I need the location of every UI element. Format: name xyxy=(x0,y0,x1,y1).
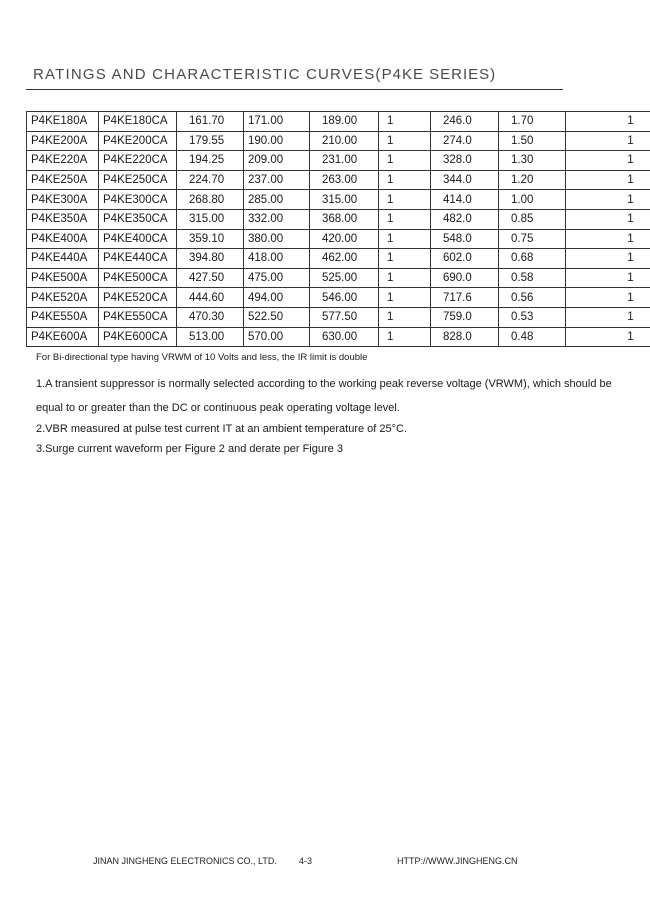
footer-page-number: 4-3 xyxy=(299,856,313,866)
cell-vrwm: 394.80 xyxy=(177,249,244,269)
cell-vbr-min: 570.00 xyxy=(244,327,310,347)
cell-vrwm: 179.55 xyxy=(177,131,244,151)
cell-vrwm: 268.80 xyxy=(177,190,244,210)
cell-part-bi: P4KE440CA xyxy=(99,249,177,269)
cell-ir: 1 xyxy=(566,327,650,347)
cell-part-uni: P4KE350A xyxy=(27,209,99,229)
cell-test-current: 1 xyxy=(379,131,431,151)
table-row xyxy=(27,131,650,151)
cell-ir: 1 xyxy=(566,190,650,210)
table-row xyxy=(27,288,650,308)
cell-vc: 482.0 xyxy=(431,209,499,229)
table-row xyxy=(27,327,650,347)
cell-vbr-min: 190.00 xyxy=(244,131,310,151)
cell-vbr-max: 630.00 xyxy=(310,327,379,347)
cell-test-current: 1 xyxy=(379,112,431,132)
cell-vbr-max: 525.00 xyxy=(310,268,379,288)
cell-part-uni: P4KE180A xyxy=(27,112,99,132)
cell-test-current: 1 xyxy=(379,209,431,229)
table-row xyxy=(27,249,650,269)
cell-part-bi: P4KE220CA xyxy=(99,151,177,171)
cell-vc: 828.0 xyxy=(431,327,499,347)
cell-vbr-min: 418.00 xyxy=(244,249,310,269)
page-title-series: P4KE SERIES xyxy=(381,66,491,83)
cell-part-bi: P4KE400CA xyxy=(99,229,177,249)
cell-vbr-max: 546.00 xyxy=(310,288,379,308)
table-row xyxy=(27,307,650,327)
cell-part-uni: P4KE300A xyxy=(27,190,99,210)
cell-vbr-max: 368.00 xyxy=(310,209,379,229)
cell-vrwm: 315.00 xyxy=(177,209,244,229)
cell-ipp: 0.48 xyxy=(499,327,566,347)
cell-vbr-min: 380.00 xyxy=(244,229,310,249)
cell-vbr-max: 231.00 xyxy=(310,151,379,171)
cell-vc: 414.0 xyxy=(431,190,499,210)
cell-part-uni: P4KE400A xyxy=(27,229,99,249)
cell-test-current: 1 xyxy=(379,327,431,347)
note-2: 2.VBR measured at pulse test current IT at an ambient temperature of 25°C. xyxy=(36,423,408,435)
cell-part-bi: P4KE200CA xyxy=(99,131,177,151)
cell-test-current: 1 xyxy=(379,151,431,171)
cell-part-bi: P4KE600CA xyxy=(99,327,177,347)
cell-part-uni: P4KE220A xyxy=(27,151,99,171)
cell-vc: 328.0 xyxy=(431,151,499,171)
cell-vc: 344.0 xyxy=(431,170,499,190)
cell-ir: 1 xyxy=(566,209,650,229)
note-1-line-1: 1.A transient suppressor is normally selected according to the working peak reverse voltage (VRWM), which should be xyxy=(36,378,612,390)
table-row xyxy=(27,170,650,190)
ratings-table-body xyxy=(27,112,650,347)
cell-ir: 1 xyxy=(566,112,650,132)
cell-ipp: 1.20 xyxy=(499,170,566,190)
cell-vbr-max: 315.00 xyxy=(310,190,379,210)
cell-vbr-max: 577.50 xyxy=(310,307,379,327)
table-row xyxy=(27,209,650,229)
cell-vc: 690.0 xyxy=(431,268,499,288)
table-row xyxy=(27,229,650,249)
cell-test-current: 1 xyxy=(379,268,431,288)
cell-part-uni: P4KE440A xyxy=(27,249,99,269)
cell-test-current: 1 xyxy=(379,170,431,190)
cell-vbr-max: 420.00 xyxy=(310,229,379,249)
cell-part-bi: P4KE300CA xyxy=(99,190,177,210)
cell-part-bi: P4KE350CA xyxy=(99,209,177,229)
cell-ir: 1 xyxy=(566,131,650,151)
cell-part-uni: P4KE550A xyxy=(27,307,99,327)
cell-vc: 246.0 xyxy=(431,112,499,132)
cell-part-uni: P4KE520A xyxy=(27,288,99,308)
cell-ir: 1 xyxy=(566,268,650,288)
cell-ir: 1 xyxy=(566,249,650,269)
cell-vbr-min: 494.00 xyxy=(244,288,310,308)
cell-part-uni: P4KE250A xyxy=(27,170,99,190)
cell-vbr-min: 209.00 xyxy=(244,151,310,171)
cell-ipp: 0.75 xyxy=(499,229,566,249)
cell-vbr-min: 522.50 xyxy=(244,307,310,327)
cell-test-current: 1 xyxy=(379,190,431,210)
cell-ipp: 0.68 xyxy=(499,249,566,269)
cell-vrwm: 470.30 xyxy=(177,307,244,327)
cell-vc: 759.0 xyxy=(431,307,499,327)
cell-part-bi: P4KE180CA xyxy=(99,112,177,132)
cell-ir: 1 xyxy=(566,229,650,249)
cell-ipp: 1.30 xyxy=(499,151,566,171)
note-3: 3.Surge current waveform per Figure 2 and derate per Figure 3 xyxy=(36,443,343,455)
cell-vbr-max: 189.00 xyxy=(310,112,379,132)
cell-ir: 1 xyxy=(566,151,650,171)
note-1-line-2: equal to or greater than the DC or continuous peak operating voltage level. xyxy=(36,402,400,414)
cell-ir: 1 xyxy=(566,170,650,190)
cell-ir: 1 xyxy=(566,307,650,327)
cell-vrwm: 444.60 xyxy=(177,288,244,308)
cell-part-uni: P4KE600A xyxy=(27,327,99,347)
cell-ipp: 0.53 xyxy=(499,307,566,327)
table-row xyxy=(27,190,650,210)
cell-vbr-max: 210.00 xyxy=(310,131,379,151)
cell-ipp: 0.56 xyxy=(499,288,566,308)
cell-vrwm: 194.25 xyxy=(177,151,244,171)
footer-url: HTTP://WWW.JINGHENG.CN xyxy=(397,856,518,866)
cell-vrwm: 513.00 xyxy=(177,327,244,347)
cell-part-bi: P4KE520CA xyxy=(99,288,177,308)
cell-vrwm: 359.10 xyxy=(177,229,244,249)
cell-vbr-max: 462.00 xyxy=(310,249,379,269)
bidirectional-note: For Bi-directional type having VRWM of 10 Volts and less, the IR limit is double xyxy=(36,352,368,363)
cell-vbr-min: 332.00 xyxy=(244,209,310,229)
cell-vc: 717.6 xyxy=(431,288,499,308)
cell-vrwm: 224.70 xyxy=(177,170,244,190)
page-title xyxy=(33,66,496,83)
cell-vbr-min: 171.00 xyxy=(244,112,310,132)
cell-vrwm: 427.50 xyxy=(177,268,244,288)
cell-part-uni: P4KE200A xyxy=(27,131,99,151)
cell-ipp: 0.85 xyxy=(499,209,566,229)
cell-test-current: 1 xyxy=(379,249,431,269)
cell-part-uni: P4KE500A xyxy=(27,268,99,288)
cell-vbr-max: 263.00 xyxy=(310,170,379,190)
cell-vc: 548.0 xyxy=(431,229,499,249)
cell-ipp: 1.00 xyxy=(499,190,566,210)
series-open-paren: ( xyxy=(375,66,382,83)
cell-ipp: 0.58 xyxy=(499,268,566,288)
title-underline xyxy=(26,89,563,90)
footer-company: JINAN JINGHENG ELECTRONICS CO., LTD. xyxy=(93,856,277,866)
cell-ipp: 1.50 xyxy=(499,131,566,151)
cell-test-current: 1 xyxy=(379,229,431,249)
cell-vbr-min: 237.00 xyxy=(244,170,310,190)
cell-vrwm: 161.70 xyxy=(177,112,244,132)
cell-part-bi: P4KE500CA xyxy=(99,268,177,288)
cell-vbr-min: 285.00 xyxy=(244,190,310,210)
series-close-paren: ) xyxy=(490,66,497,83)
cell-test-current: 1 xyxy=(379,307,431,327)
cell-vc: 602.0 xyxy=(431,249,499,269)
cell-ir: 1 xyxy=(566,288,650,308)
ratings-table xyxy=(26,111,650,347)
cell-part-bi: P4KE550CA xyxy=(99,307,177,327)
table-row xyxy=(27,112,650,132)
cell-vc: 274.0 xyxy=(431,131,499,151)
cell-part-bi: P4KE250CA xyxy=(99,170,177,190)
table-row xyxy=(27,268,650,288)
cell-test-current: 1 xyxy=(379,288,431,308)
page-title-main: RATINGS AND CHARACTERISTIC CURVES xyxy=(33,66,376,83)
table-row xyxy=(27,151,650,171)
cell-ipp: 1.70 xyxy=(499,112,566,132)
cell-vbr-min: 475.00 xyxy=(244,268,310,288)
